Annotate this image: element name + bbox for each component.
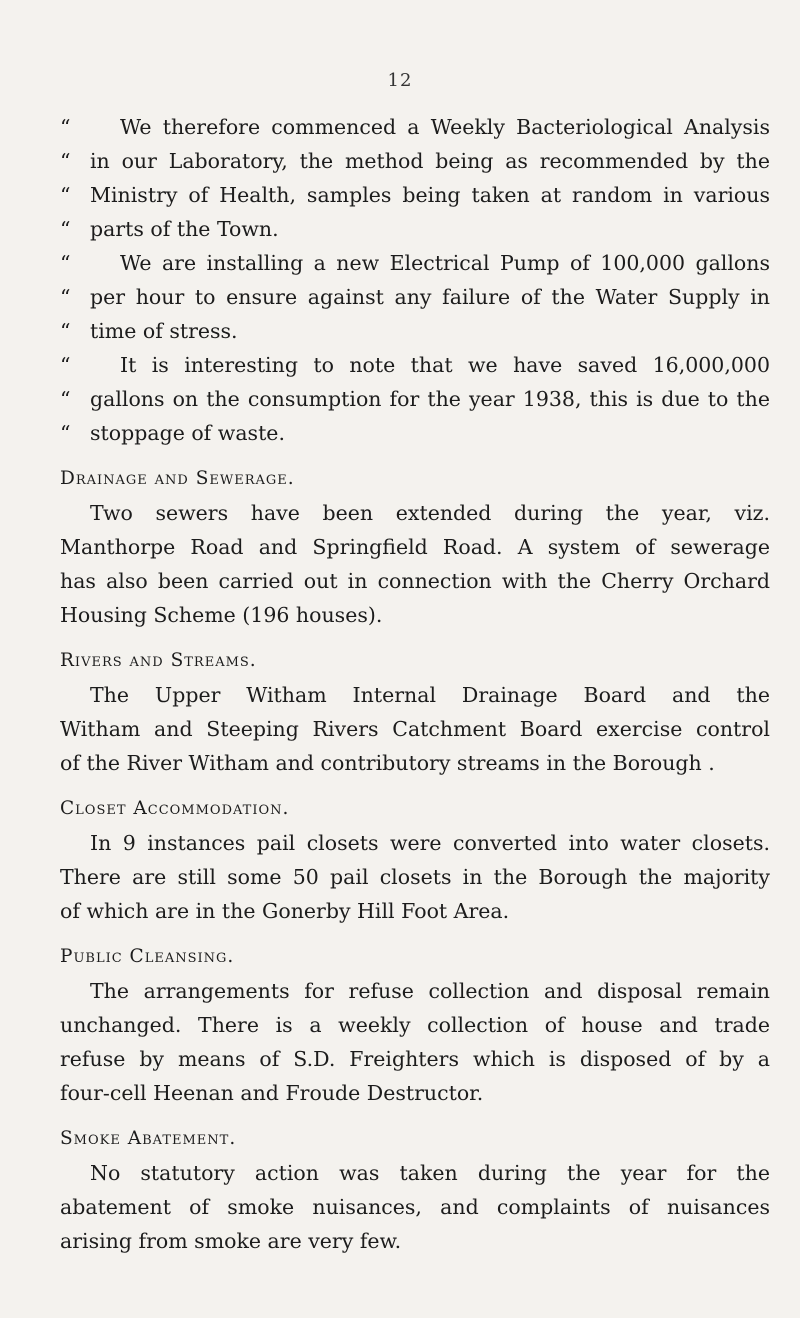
section-paragraph	[60, 678, 770, 780]
text-line: The arrangements for refuse collection and disposal remain	[90, 979, 770, 1003]
page-body	[60, 110, 770, 1258]
section-paragraph	[60, 1156, 770, 1258]
text-line: No statutory action was taken during the year for the	[90, 1161, 770, 1185]
section-paragraph	[60, 496, 770, 632]
text-line: “ gallons on the consumption for the year 1938, this is due to the	[60, 387, 770, 411]
text-line: of the River Witham and contributory streams in the Borough .	[60, 751, 715, 775]
text-line: refuse by means of S.D. Freighters which is disposed of by a	[60, 1047, 770, 1071]
quoted-paragraph	[60, 246, 770, 348]
text-line: “ per hour to ensure against any failure of the Water Supply in	[60, 285, 770, 309]
quoted-paragraph	[60, 110, 770, 246]
text-line: Housing Scheme (196 houses).	[60, 603, 383, 627]
text-line: Manthorpe Road and Springfield Road. A system of sewerage	[60, 535, 770, 559]
text-line: Two sewers have been extended during the year, viz.	[90, 501, 770, 525]
section-paragraph	[60, 826, 770, 928]
text-line: of which are in the Gonerby Hill Foot Area.	[60, 899, 510, 923]
text-line: In 9 instances pail closets were converted into water closets.	[90, 831, 770, 855]
text-line: “ in our Laboratory, the method being as recommended by the	[60, 149, 770, 173]
text-line: arising from smoke are very few.	[60, 1229, 402, 1253]
text-line: Witham and Steeping Rivers Catchment Board exercise control	[60, 717, 770, 741]
text-line: The Upper Witham Internal Drainage Board and the	[90, 683, 770, 707]
text-line: “ We therefore commenced a Weekly Bacteriological Analysis	[60, 115, 770, 139]
section-paragraph	[60, 974, 770, 1110]
section-heading-smoke: Smoke Abatement.	[60, 1128, 237, 1149]
text-line: “ We are installing a new Electrical Pump of 100,000 gallons	[60, 251, 770, 275]
text-line: abatement of smoke nuisances, and complaints of nuisances	[60, 1195, 770, 1219]
section-heading-closet: Closet Accommodation.	[60, 798, 290, 819]
quoted-paragraph	[60, 348, 770, 450]
text-line: “ Ministry of Health, samples being taken at random in various	[60, 183, 770, 207]
text-line: “ stoppage of waste.	[60, 421, 285, 445]
text-line: “ time of stress.	[60, 319, 238, 343]
page-number: 12	[387, 70, 413, 91]
text-line: There are still some 50 pail closets in the Borough the majority	[60, 865, 770, 889]
section-heading-rivers: Rivers and Streams.	[60, 650, 257, 671]
text-line: “ It is interesting to note that we have saved 16,000,000	[60, 353, 770, 377]
text-line: four-cell Heenan and Froude Destructor.	[60, 1081, 484, 1105]
section-heading-cleansing: Public Cleansing.	[60, 946, 235, 967]
text-line: has also been carried out in connection with the Cherry Orchard	[60, 569, 770, 593]
text-line: “ parts of the Town.	[60, 217, 279, 241]
section-heading-drainage: Drainage and Sewerage.	[60, 468, 295, 489]
text-line: unchanged. There is a weekly collection of house and trade	[60, 1013, 770, 1037]
